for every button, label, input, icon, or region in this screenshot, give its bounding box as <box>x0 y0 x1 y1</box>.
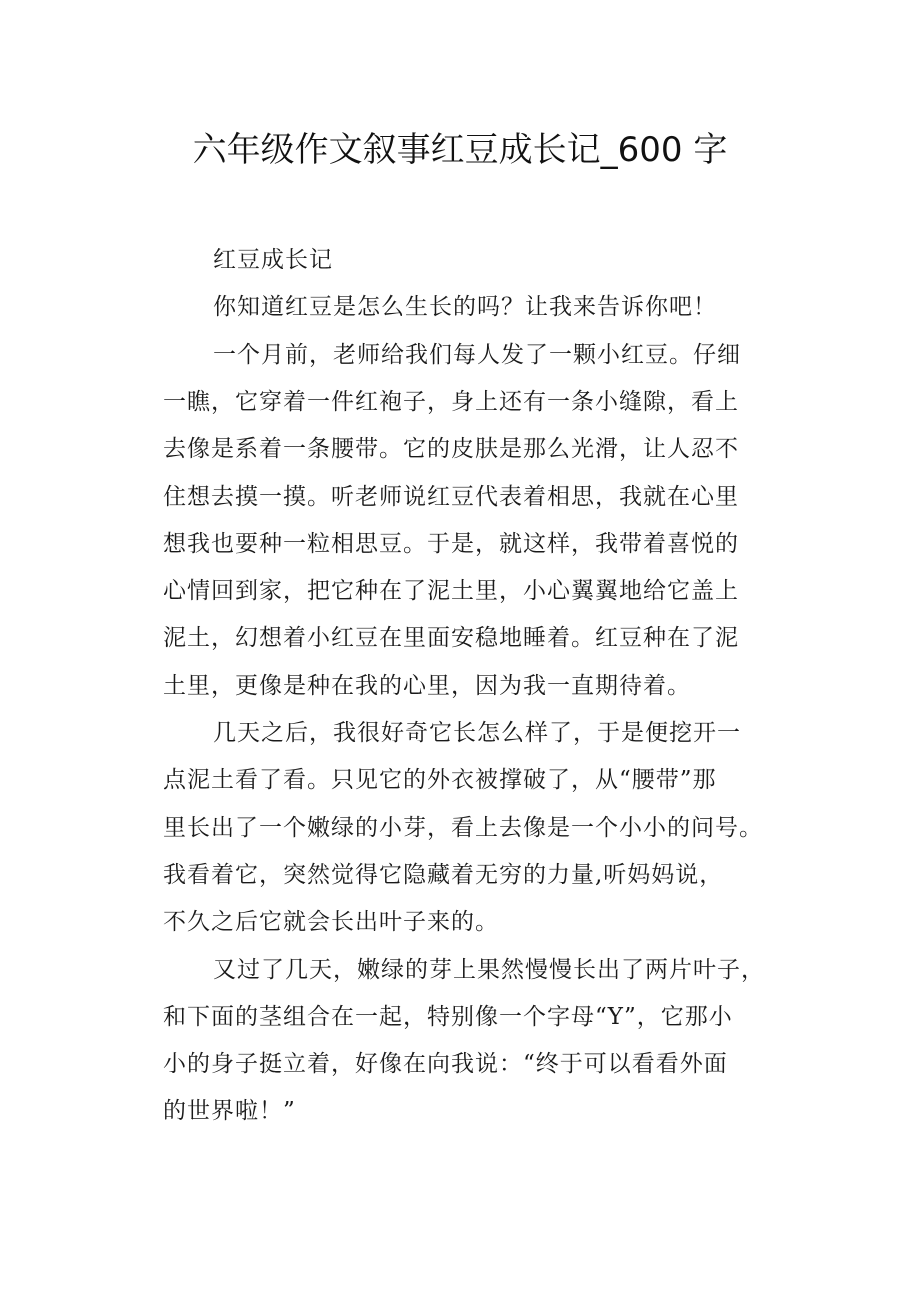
paragraph-line: 泥土，幻想着小红豆在里面安稳地睡着。红豆种在了泥 <box>163 625 739 652</box>
paragraph-line: 去像是系着一条腰带。它的皮肤是那么光滑，让人忍不 <box>163 436 739 463</box>
paragraph-line: 和下面的茎组合在一起，特别像一个字母“Y”，它那小 <box>163 1003 733 1030</box>
document-title: 六年级作文叙事红豆成长记_600 字 <box>192 130 728 170</box>
paragraph-line: 不久之后它就会长出叶子来的。 <box>163 909 499 936</box>
paragraph-first-line: 几天之后，我很好奇它长怎么样了，于是便挖开一 <box>213 720 741 746</box>
paragraph-line: 小的身子挺立着，好像在向我说：“终于可以看看外面 <box>163 1051 728 1078</box>
paragraph-line: 想我也要种一粒相思豆。于是，就这样，我带着喜悦的 <box>163 530 739 557</box>
paragraph-line: 里长出了一个嫩绿的小芽，看上去像是一个小小的问号。 <box>163 814 763 841</box>
paragraph-first-line: 红豆成长记 <box>213 247 333 273</box>
paragraph-line: 一瞧，它穿着一件红袍子，身上还有一条小缝隙，看上 <box>163 388 739 415</box>
paragraph-line: 点泥土看了看。只见它的外衣被撑破了，从“腰带”那 <box>163 767 717 794</box>
paragraph-first-line: 又过了几天，嫩绿的芽上果然慢慢长出了两片叶子， <box>213 956 765 983</box>
paragraph-line: 的世界啦！” <box>163 1098 296 1125</box>
paragraph-line: 我看着它，突然觉得它隐藏着无穷的力量,听妈妈说， <box>163 861 724 888</box>
paragraph-line: 住想去摸一摸。听老师说红豆代表着相思，我就在心里 <box>163 483 739 510</box>
paragraph-first-line: 你知道红豆是怎么生长的吗？让我来告诉你吧！ <box>213 294 717 321</box>
paragraph-first-line: 一个月前，老师给我们每人发了一颗小红豆。仔细 <box>213 341 741 368</box>
paragraph-line: 土里，更像是种在我的心里，因为我一直期待着。 <box>163 672 691 699</box>
paragraph-line: 心情回到家，把它种在了泥土里，小心翼翼地给它盖上 <box>163 578 739 605</box>
